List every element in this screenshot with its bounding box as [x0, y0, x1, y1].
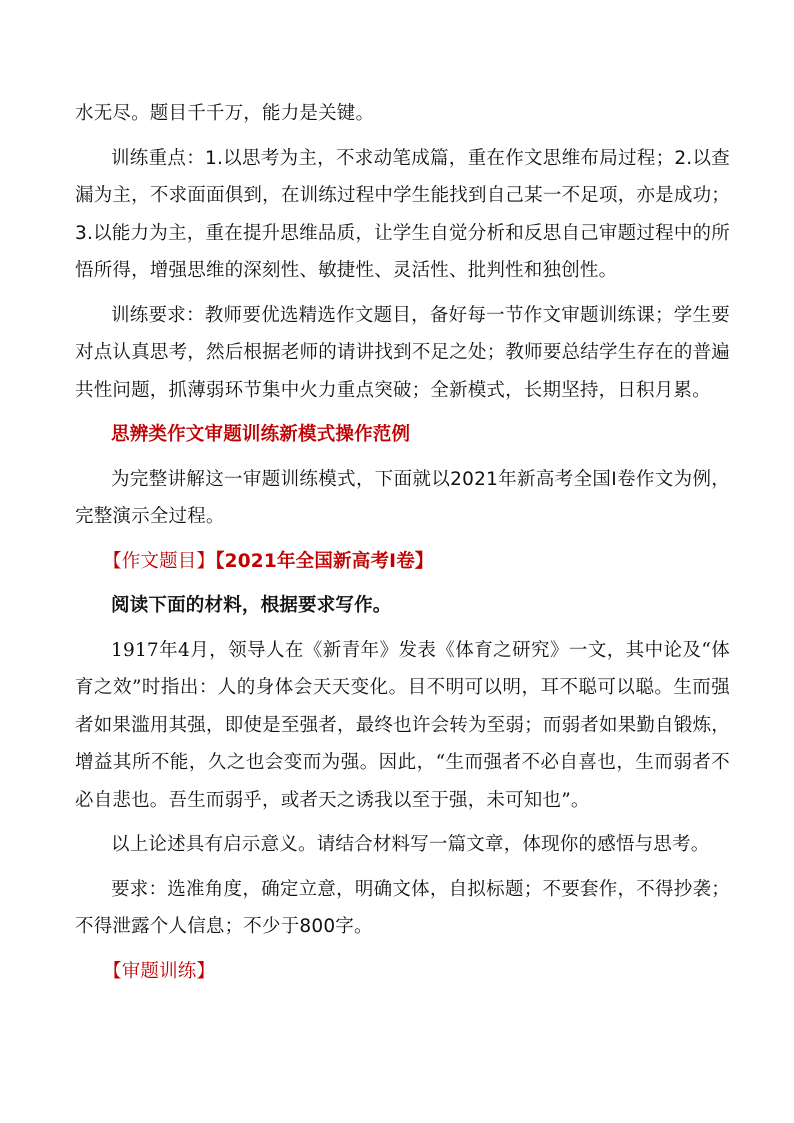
intro-paragraph: 为完整讲解这一审题训练模式，下面就以2021年新高考全国Ⅰ卷作文为例，完整演示全过程。 — [75, 468, 730, 527]
requirements-paragraph: 要求：选准角度，确定立意，明确文体，自拟标题；不要套作，不得抄袭；不得泄露个人信息；不少于800字。 — [75, 878, 730, 937]
training-requirements-paragraph: 训练要求：教师要优选精选作文题目，备好每一节作文审题训练课；学生要对点认真思考，然后根据老师的请讲找到不足之处；教师要总结学生存在的普遍共性问题，抓薄弱环节集中火力重点突破；全新模式，长期坚持，日积月累。 — [75, 304, 730, 401]
section-heading: 思辨类作文审题训练新模式操作范例 — [111, 424, 411, 445]
topic-label-line — [75, 543, 730, 581]
exam-label: 【2021年全国新高考Ⅰ卷】 — [215, 550, 434, 572]
training-focus-paragraph: 训练重点：1.以思考为主，不求动笔成篇，重在作文思维布局过程；2.以查漏为主，不求面面俱到，在训练过程中学生能找到自己某一不足项，亦是成功；3.以能力为主，重在提升思维品质，让学生自觉分析和反思自己审题过程中的所悟所得，增强思维的深刻性、敏捷性、灵活性、批判性和独创性。 — [75, 147, 730, 281]
training-label: 【审题训练】 — [103, 960, 216, 982]
document-body — [75, 95, 730, 990]
writing-instruction: 阅读下面的材料，根据要求写作。 — [111, 595, 392, 616]
material-paragraph: 1917年4月，领导人在《新青年》发表《体育之研究》一文，其中论及“体育之效”时指出：人的身体会天天变化。目不明可以明，耳不聪可以聪。生而强者如果滥用其强，即使是至强者，最终也许会转为至弱；而弱者如果勤自锻炼，增益其所不能，久之也会变而为强。因此，“生而强者不必自喜也，生而弱者不必自悲也。吾生而弱乎，或者天之诱我以至于强，未可知也”。 — [75, 639, 730, 811]
prompt-paragraph: 以上论述具有启示意义。请结合材料写一篇文章，体现你的感悟与思考。 — [111, 834, 710, 855]
continued-line: 水无尽。题目千千万，能力是关键。 — [75, 103, 375, 124]
topic-label: 【作文题目】 — [103, 550, 216, 572]
